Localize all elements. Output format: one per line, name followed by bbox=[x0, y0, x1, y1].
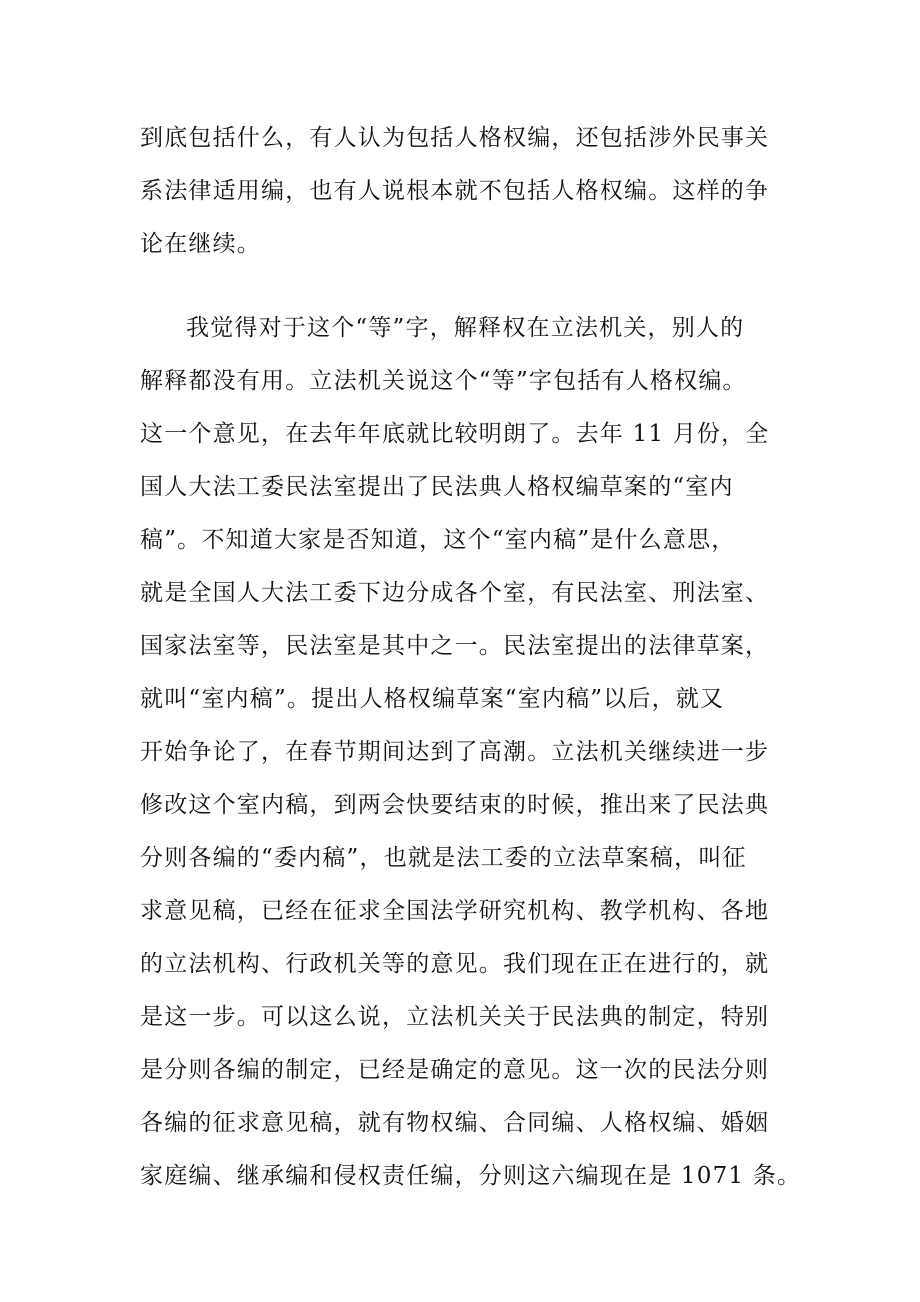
paragraph-line: 国人大法工委民法室提出了民法典人格权编草案的“室内 bbox=[140, 474, 734, 500]
paragraph-line: 论在继续。 bbox=[140, 231, 261, 257]
paragraph-line: 到底包括什么，有人认为包括人格权编，还包括涉外民事关 bbox=[140, 125, 770, 151]
paragraph-line: 稿”。不知道大家是否知道，这个“室内稿”是什么意思， bbox=[140, 527, 736, 553]
paragraph-line: 这一个意见，在去年年底就比较明朗了。去年 11 月份，全 bbox=[140, 421, 770, 447]
paragraph-line: 解释都没有用。立法机关说这个“等”字包括有人格权编。 bbox=[140, 368, 747, 394]
paragraph-line: 求意见稿，已经在征求全国法学研究机构、教学机构、各地 bbox=[140, 898, 770, 924]
paragraph-line: 家庭编、继承编和侵权责任编，分则这六编现在是 1071 条。 bbox=[140, 1163, 802, 1189]
paragraph-line: 是分则各编的制定，已经是确定的意见。这一次的民法分则 bbox=[140, 1057, 770, 1083]
paragraph-line: 各编的征求意见稿，就有物权编、合同编、人格权编、婚姻 bbox=[140, 1110, 770, 1136]
paragraph-line: 系法律适用编，也有人说根本就不包括人格权编。这样的争 bbox=[140, 178, 770, 204]
paragraph-line: 我觉得对于这个“等”字，解释权在立法机关，别人的 bbox=[186, 315, 745, 341]
paragraph-line: 分则各编的“委内稿”，也就是法工委的立法草案稿，叫征 bbox=[140, 845, 747, 871]
paragraph-line: 国家法室等，民法室是其中之一。民法室提出的法律草案， bbox=[140, 633, 770, 659]
paragraph-line: 修改这个室内稿，到两会快要结束的时候，推出来了民法典 bbox=[140, 792, 770, 818]
paragraph-2 bbox=[140, 302, 802, 1203]
paragraph-line: 是这一步。可以这么说，立法机关关于民法典的制定，特别 bbox=[140, 1004, 770, 1030]
paragraph-line: 就是全国人大法工委下边分成各个室，有民法室、刑法室、 bbox=[140, 580, 770, 606]
paragraph-line: 的立法机构、行政机关等的意见。我们现在正在进行的，就 bbox=[140, 951, 770, 977]
paragraph-line: 就叫“室内稿”。提出人格权编草案“室内稿”以后，就又 bbox=[140, 686, 725, 712]
paragraph-line: 开始争论了，在春节期间达到了高潮。立法机关继续进一步 bbox=[140, 739, 770, 765]
paragraph-1 bbox=[140, 112, 780, 271]
